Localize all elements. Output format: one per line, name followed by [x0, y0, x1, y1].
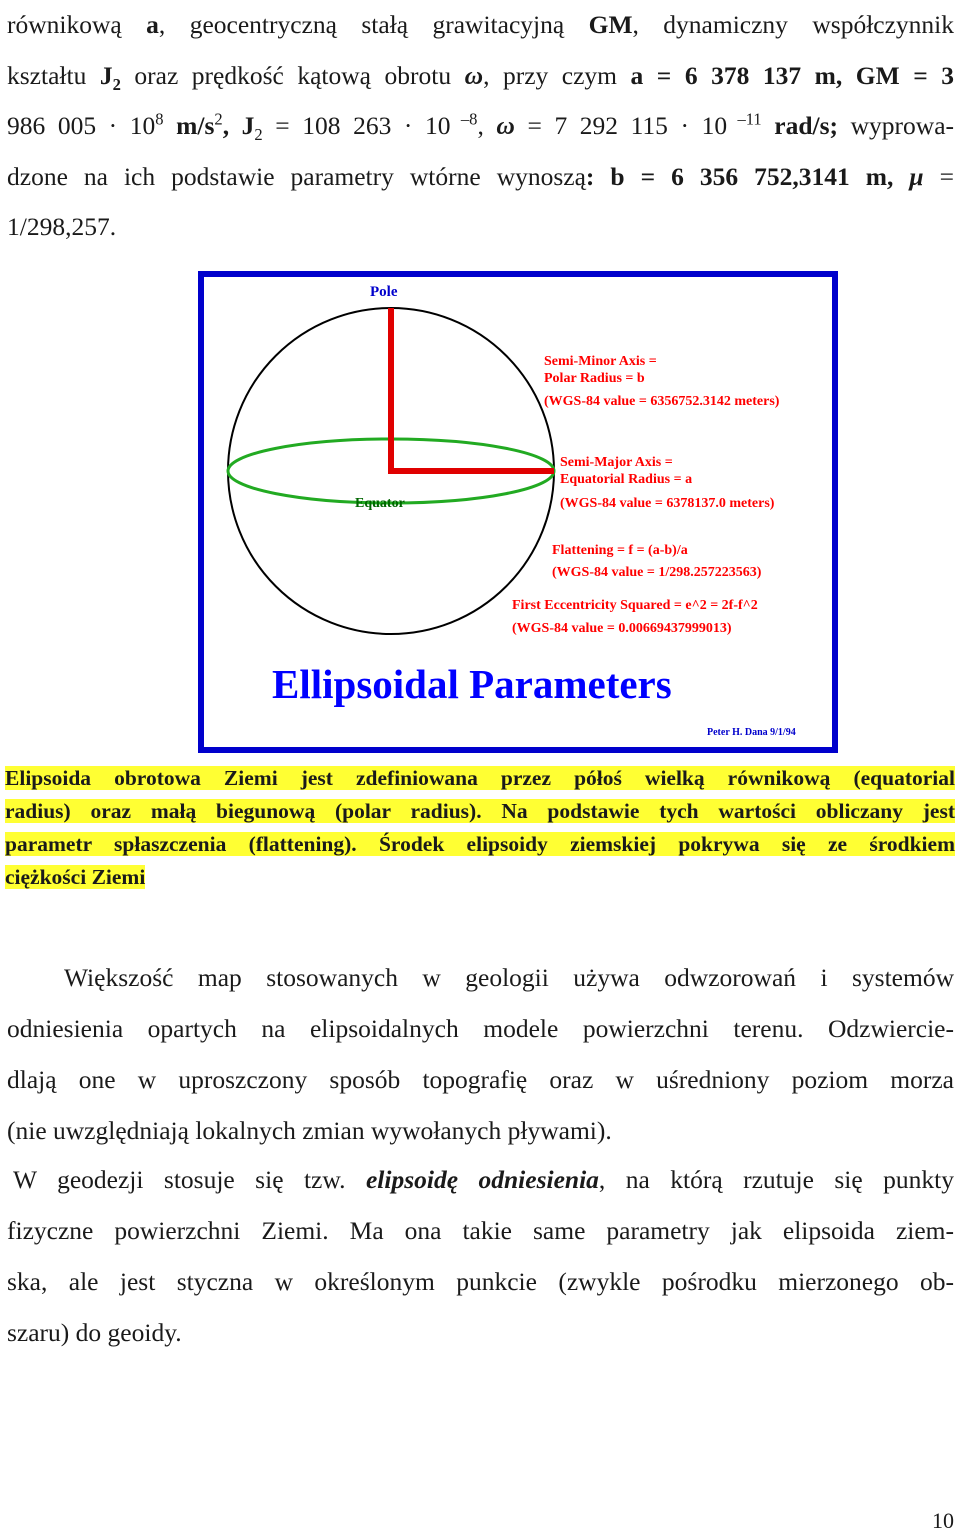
- intro-line-3: 986 $005 \cdot 10^8$ $m/s^2$, $J_2 = 108$ 263 · 10 $^{-8}$, ω = 7 292 115 · 10 $^{-11}$ rad/s; wyprowa-: [7, 109, 955, 145]
- minor-axis-line-1: Semi-Minor Axis =: [544, 354, 657, 369]
- major-axis-line-2: Equatorial Radius = a: [560, 472, 693, 487]
- intro-line-2: kształtu $J_2$ oraz prędkość kątową obrotu ω, przy czym a = 6 378 137 m, GM = 3: [7, 60, 954, 94]
- body1-line-3: dlają one w uproszczony sposób topografię oraz w uśredniony poziom morza: [7, 1065, 954, 1094]
- caption-line-2: radius) oraz małą biegunową (polar radius). Na podstawie tych wartości obliczany jest: [5, 799, 955, 823]
- body1-line-1: Większość map stosowanych w geologii używa odwzorowań i systemów: [64, 963, 954, 992]
- eccentricity-line-2: (WGS-84 value = 0.00669437999013): [512, 621, 732, 636]
- intro-paragraph: [7, 0, 954, 253]
- body-paragraph-2: [7, 1154, 954, 1358]
- body1-line-4: (nie uwzględniają lokalnych zmian wywołanych pływami).: [7, 1116, 612, 1145]
- ellipsoid-figure: [198, 271, 838, 753]
- figure-credit: Peter H. Dana 9/1/94: [707, 727, 796, 738]
- eccentricity-line-1: First Eccentricity Squared = e^2 = 2f-f^2: [512, 598, 758, 613]
- body1-line-2: odniesienia opartych na elipsoidalnych modele powierzchni terenu. Odzwiercie-: [7, 1014, 954, 1043]
- intro-line-5: 1/298,257.: [7, 212, 117, 241]
- intro-line-1: równikową a, geocentryczną stałą grawitacyjną GM, dynamiczny współczynnik: [7, 10, 954, 39]
- caption-line-4: ciężkości Ziemi: [5, 865, 146, 889]
- body2-line-4: szaru) do geoidy.: [7, 1318, 182, 1347]
- minor-axis-line-2: Polar Radius = b: [544, 371, 645, 386]
- minor-axis-line-3: (WGS-84 value = 6356752.3142 meters): [544, 394, 780, 409]
- flattening-line-2: (WGS-84 value = 1/298.257223563): [552, 565, 762, 580]
- equator-label: Equator: [355, 496, 405, 511]
- caption-line-3: parametr spłaszczenia (flattening). Środek elipsoidy ziemskiej pokrywa się ze środkiem: [5, 832, 955, 856]
- body2-line-1: W geodezji stosuje się tzw. elipsoidę odniesienia, na którą rzutuje się punkty: [13, 1165, 954, 1194]
- flattening-line-1: Flattening = f = (a-b)/a: [552, 543, 688, 558]
- caption-line-1: Elipsoida obrotowa Ziemi jest zdefiniowana przez półoś wielką równikową (equatorial: [5, 766, 955, 790]
- figure-title: Ellipsoidal Parameters: [272, 661, 672, 707]
- body-paragraph-1: [7, 952, 954, 1156]
- term-reference-ellipsoid: elipsoidę odniesienia: [365, 1165, 599, 1194]
- body2-line-2: fizyczne powierzchni Ziemi. Ma ona takie same parametry jak elipsoida ziem-: [7, 1216, 954, 1245]
- figure-caption: [5, 762, 955, 894]
- intro-line-4: dzone na ich podstawie parametry wtórne wynoszą: b = 6 356 752,3141 m, μ =: [7, 161, 954, 191]
- page-number: 10: [932, 1508, 954, 1533]
- pole-label: Pole: [370, 284, 398, 300]
- body2-line-3: ska, ale jest styczna w określonym punkcie (zwykle pośrodku mierzonego ob-: [7, 1267, 954, 1296]
- major-axis-line-1: Semi-Major Axis =: [560, 455, 673, 470]
- major-axis-line-3: (WGS-84 value = 6378137.0 meters): [560, 496, 775, 511]
